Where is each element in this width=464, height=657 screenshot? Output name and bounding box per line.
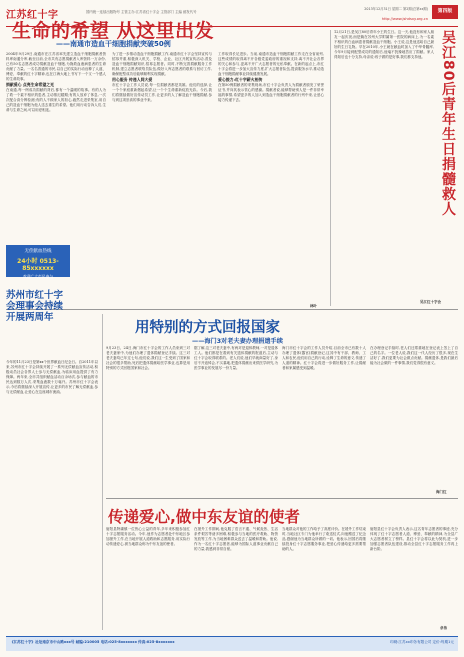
masthead-logo: 江苏红十字: [6, 10, 59, 21]
story1-column-1: 2004年9月29日,南通市在江苏省率先建立造血干细胞捐献者资料库南通分库,截至目前,全市共有志愿捐献者入库资料一万余份,已有50名志愿者成功捐献造血干细胞,为挽救血液病患者的生命贡献了力量。一名名普通的市民,以自己的实际行动诠释了人道、博爱、奉献的红十字精神,也在江海大地上书写下一个又一个感人的生命故事。 捐献爱心 点亮生命希望之光 在南通,每一例成功捐献的背后,都有一个温暖的故事。有的人为了救一个素不相识的患者,主动推迟婚期;有的人放弃了休息,一次次配合高分辨检测;有的人不顾家人的担心,毅然走进采集室,用自己的造血干细胞为他人送去重生的希望。他们用行动告诉人们,生命与生命之间,可以用爱相连。: [6, 52, 106, 112]
story2-headline: 用特别的方式回报国家: [135, 320, 280, 336]
story3-column-3: 当地群众对他的工作给予了高度评价。在援外工作结束时,当地社区专门为他举行了欢送仪式,向他赠送了纪念品,感谢他为当地群众所做的一切。他表示,回国后将继续投身红十字志愿服务事业,把爱心传递给更多需要帮助的人。: [282, 527, 366, 551]
story3-headline: 传递爱心,做中东友谊的使者: [108, 508, 300, 526]
edition-badge: 第四版: [432, 5, 458, 19]
story1-subheading-3: 爱心接力:红十字薪火相传: [218, 77, 263, 82]
story3-column-2: 在援外工作期间,他克服了语言不通、气候炎热、生活条件艰苦等诸多困难,积极参与当地的医疗救助、物资发放等工作,为当地困难群众送去了温暖和帮助。他说,作为一名红十字志愿者,能够为国际人道事业贡献自己的力量,我感到非常自豪。: [194, 527, 278, 551]
story1-subheading-1: 捐献爱心 点亮生命希望之光: [6, 82, 55, 87]
column-divider: [330, 30, 331, 306]
right-story-headline: 吴江80后青年生日捐髓救人: [440, 30, 456, 217]
masthead-url[interactable]: http://www.jshdsxy.org.cn: [381, 17, 428, 21]
story3-byline: 卓伟: [440, 626, 447, 630]
ad-phone: 24小时 0513-85xxxxxx: [17, 258, 59, 272]
section-divider: [6, 309, 458, 310]
story1-subheading-2: 用心服务 传递人间大爱: [112, 77, 153, 82]
story3-column-4: 射阳县红十字会负责人表示,这名青年志愿者的事迹,充分体现了红十字志愿者人道、博爱、奉献的精神,为全县广大志愿者树立了榜样。县红十字会将以此为契机,进一步加强志愿者队伍建设,推动全县红十字志愿服务工作再上新台阶。: [370, 527, 458, 551]
blood-donation-ad: 无偿献血热线 24小时 0513-85xxxxxx 欢迎广大市民参与: [6, 245, 70, 277]
masthead-issue: 2013年12月31日 星期二 第2期(总第xx期): [364, 7, 428, 11]
story1-column-3: 工作取得长足进步。当前,南通市造血干细胞捐献工作走在全省前列,这些成绩的取得离不开各级党委政府的重视和支持,离不开社会各界的关心和参与,更离不开广大志愿者的无私奉献。在新的起点上,市红十字会将进一步加大宣传力度,扩大志愿者队伍,提高服务水平,推动造血干细胞捐献事业持续健康发展。 爱心接力:红十字薪火相传 在第50例捐献者的采集现场,市红十字会负责人为捐献者颁发了荣誉证书,并向其表示衷心的感谢。捐献者说,能够帮助别人是一件非常幸福的事情,希望更多的人加入到造血干细胞捐献者的行列中来,让爱心接力传递下去。: [218, 52, 324, 102]
story1-byline: 林叶: [310, 304, 317, 308]
story2-column-3: 海门市红十字会的工作人员介绍,目前全市已有数十人办理了遗体(器官)捐献登记,这其中有干部、教师、工人和农民,他们用自己的行动,诠释了生命的意义,传递了人道的精神。红十字会将进一步做好服务工作,让捐献者和家属感受到温暖。: [282, 346, 366, 370]
story2-column-1: 9月23日、24日,海门市红十字会的工作人员来到三对老夫妻家中,为他们办理了遗体捐献登记手续。这三对老夫妻均已年过七旬,他们说,我们这一生受到了国家和社会的很多帮助,死后把遗体捐献给医学事业,也算是用特别的方式回报国家和社会。: [106, 346, 190, 370]
left-story-headline: 苏州市红十字会理事会持续开展两周年: [6, 290, 64, 323]
footer-printer: 印刷:江苏xx印务有限公司 定价:每期1元: [389, 640, 454, 644]
left-story-text: 今年的11月23日是第xx个世界献血日纪念日。自2011年以来,苏州市红十字会持续开展了一系列无偿献血宣传活动,积极动员社会各界人士参与无偿献血,为临床用血提供了有力保障。两年来,全市共组织献血活动百余场次,参与献血的市民达到数万人次,采集血液数十万毫升。苏州市红十字会表示,今后将继续深入开展宣传,让更多的市民了解无偿献血,参与无偿献血,让爱心在这座城市流淌。: [6, 360, 98, 394]
story2-subhead: ——海门3对老夫妻办理捐遗手续: [192, 338, 283, 345]
story1-column-2: 为了进一步推动造血干细胞捐献工作,南通市红十字会坚持宣传与招募并重,积极深入机关、学校、企业、社区开展宣传活动,普及造血干细胞捐献知识,招募志愿者。同时,不断完善捐献服务工作机制,建立志愿者联络员队伍,做好入库志愿者的联系与回访工作,确保配型成功后能够顺利实现捐献。 用心服务 传递人间大爱 市红十字会工作人员说,每一位捐献者都是英雄。他们的选择,让一个个家庭重新燃起希望,让一个个生命重新绽放光彩。今后,我们将继续做好宣传动员工作,让更多的人了解造血干细胞捐献,参与到这项崇高的事业中来。: [112, 52, 212, 102]
story3-column-1: 射阳县特庸镇一位热心公益的青年,多年来积极参加红十字志愿服务活动。今年,他作为志愿者赴中东地区参加援外工作,在当地开展人道救助和志愿服务,用实际行动传递爱心,被当地群众称为中东友谊的使者。: [106, 527, 190, 546]
story1-headline: 生命的希望 从这里出发: [12, 20, 215, 42]
masthead-info: 国内统一连续出版物号 主管主办:江苏省红十字会 主管部门 主编 邮发代号: [86, 10, 197, 14]
story1-subhead: ——南通市造血干细胞捐献突破50例: [56, 40, 171, 48]
right-story-text: 12月21日,是吴江80后青年小王的生日。这一天,他没有和家人朋友一起庆祝,而是躺在苏州大学附属第一医院的病床上,为一名素不相识的白血病患者捐献造血干细胞。小王说,这是他送给自己最好的生日礼物。早在2010年,小王就在献血时加入了中华骨髓库,今年9月接到配型成功的通知后,他毫不犹豫地答应了捐献。家人得知后也十分支持,母亲说:孩子做的是好事,我们都支持他。: [334, 30, 434, 59]
right-story-byline: 吴江红十字会: [420, 300, 441, 304]
footer-address: 《江苏红十字》社址南京市中山路xxx号 邮编:210005 电话:025-8xxxxxxx 传真:025-8xxxxxxx: [10, 640, 175, 644]
column-divider: [102, 314, 103, 630]
footer: [6, 636, 458, 651]
story2-byline: 海门红: [436, 490, 447, 494]
section-divider: [106, 498, 458, 499]
story2-column-4: 在办理登记手续时,老人们还郑重地在登记表上签上了自己的名字。一位老人说,我们这一代人经历了很多,现在生活好了,我们更要为社会做点贡献。捐献遗体,是我们最后能为社会做的一件事情,我们觉得很有意义。: [370, 346, 458, 365]
story2-column-2: 据了解,这三对老夫妻中,有两对是退休教师,一对是退休工人。他们都是在看到有关遗体捐献的报道后,主动与红十字会取得联系的。老人们说,他们早就商量好了,身后不开追悼会,不买墓地,把遗体捐献出来供医学研究,为医学事业的发展尽一份力量。: [194, 346, 278, 370]
